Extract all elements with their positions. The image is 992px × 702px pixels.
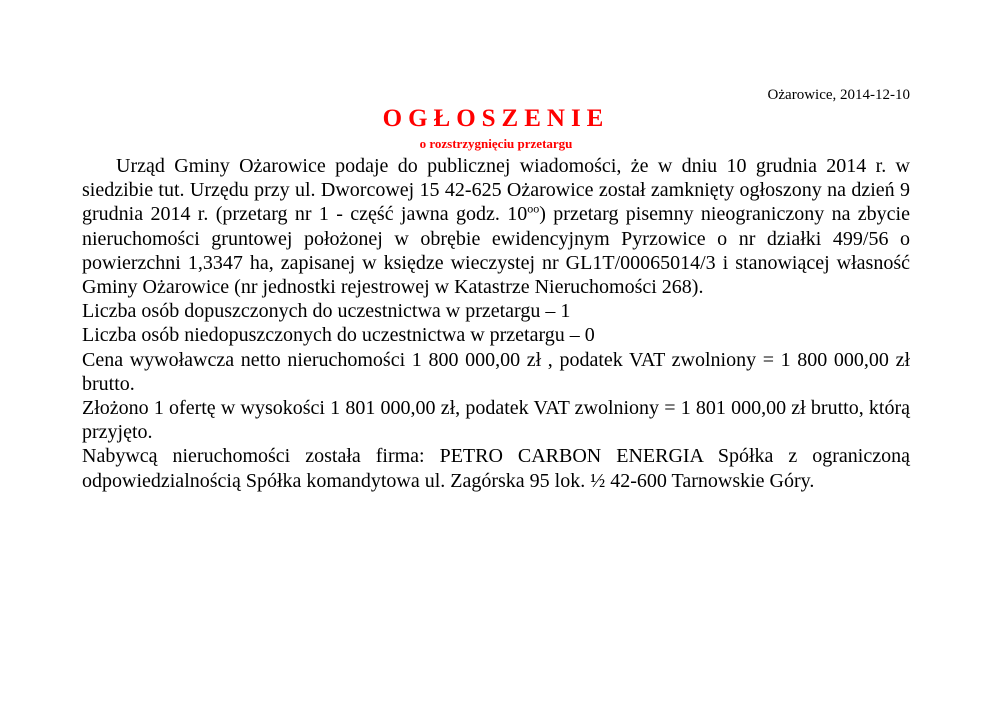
document-body bbox=[82, 154, 910, 493]
document-page bbox=[82, 0, 910, 702]
admitted-participants-line: Liczba osób dopuszczonych do uczestnictwa w przetargu – 1 bbox=[82, 300, 571, 323]
buyer-paragraph: Nabywcą nieruchomości została firma: PETRO CARBON ENERGIA Spółka z ograniczoną odpowiedzialnością Spółka komandytowa ul. Zagórska 95 lok. ½ 42-600 Tarnowskie Góry. bbox=[82, 445, 910, 492]
main-paragraph-text-part-1: Urząd Gminy Ożarowice podaje do publicznej wiadomości, że w dniu 10 grudnia 2014 r. w siedzibie tut. Urzędu przy ul. Dworcowej 15 42-625 Ożarowice został zamknięty ogłoszony na dzień 9 grudnia 2014 r. (przetarg nr 1 - część jawna godz. 10 bbox=[82, 155, 910, 226]
document-title: OGŁOSZENIE bbox=[382, 105, 610, 132]
main-paragraph-text-part-2: ) przetarg pisemny nieograniczony na zbycie nieruchomości gruntowej położonej w obrębie ewidencyjnym Pyrzowice o nr działki 499/56 o powierzchni 1,3347 ha, zapisanej w księdze wieczystej nr GL1T/00065014/3 i stanowiącej własność Gminy Ożarowice (nr jednostki rejestrowej w Katastrze Nieruchomości 268). bbox=[82, 203, 910, 299]
time-superscript: oo bbox=[527, 201, 540, 216]
offer-paragraph: Złożono 1 ofertę w wysokości 1 801 000,00 zł, podatek VAT zwolniony = 1 801 000,00 zł brutto, którą przyjęto. bbox=[82, 397, 910, 444]
place-and-date: Ożarowice, 2014-12-10 bbox=[767, 87, 910, 103]
main-paragraph bbox=[82, 154, 910, 299]
starting-price-paragraph: Cena wywoławcza netto nieruchomości 1 800 000,00 zł , podatek VAT zwolniony = 1 800 000,00 zł brutto. bbox=[82, 348, 910, 395]
not-admitted-participants-line: Liczba osób niedopuszczonych do uczestnictwa w przetargu – 0 bbox=[82, 324, 595, 347]
document-subtitle: o rozstrzygnięciu przetargu bbox=[419, 136, 573, 151]
